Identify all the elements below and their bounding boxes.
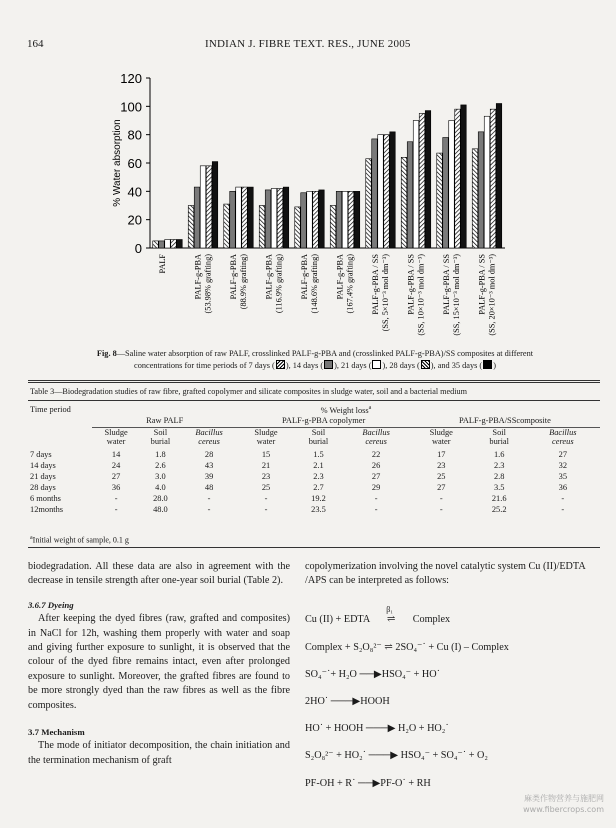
table-cell: 26	[371, 461, 381, 470]
subcol-header	[92, 428, 140, 447]
subcol-header	[295, 428, 343, 447]
x-category-label: (SS, 5×10⁻³ mol dm⁻³)	[380, 254, 390, 332]
x-category-label: (53.98% grafting)	[203, 254, 213, 314]
bar-28-days	[419, 113, 425, 248]
bar-14-days	[265, 190, 271, 248]
table-footnote	[30, 535, 129, 545]
bar-28-days	[455, 109, 461, 248]
bar-14-days	[194, 187, 200, 248]
subcol-header-line: Soil	[153, 428, 168, 437]
table-cell: 15	[261, 450, 271, 459]
bar-35-days	[496, 104, 502, 249]
subcol-header-line: Bacillus	[549, 428, 577, 437]
table-cell: 27	[371, 472, 381, 481]
subcol-header-line: Soil	[492, 428, 506, 437]
bar-28-days	[242, 187, 248, 248]
subcol-header	[526, 428, 600, 447]
x-category-label: (148.6% grafting)	[309, 254, 319, 314]
subcol-header	[237, 428, 294, 447]
bar-21-days	[413, 121, 419, 249]
eq1-constant: β₁	[386, 605, 394, 614]
table-row	[28, 450, 600, 461]
table-cell: 21.6	[491, 494, 507, 503]
table-cell: 28.0	[153, 494, 168, 503]
table-cell: 17	[437, 450, 446, 459]
equation-6	[305, 750, 488, 761]
subcol-header-line: Sludge	[104, 428, 128, 437]
group-composite: PALF-g-PBA/SScomposite	[410, 416, 600, 428]
bar-21-days	[449, 121, 455, 249]
table-top-rule-2	[28, 382, 600, 383]
group-raw-palf: Raw PALF	[92, 416, 237, 428]
x-category-label: PALF-g-PBA / SS	[370, 254, 380, 315]
bar-35-days	[319, 190, 325, 248]
watermark-line-1: 麻类作物营养与施肥网	[524, 794, 604, 803]
bar-14-days	[301, 193, 307, 248]
equation-5	[305, 723, 449, 734]
x-category-label: PALF-g-PBA / SS	[406, 254, 416, 315]
table-cell: 2.8	[493, 472, 505, 481]
paragraph-copolymerization: copolymerization involving the novel catalytic system Cu (II)/EDTA /APS can be interpreted as follows:	[305, 561, 586, 587]
weight-loss-sup: a	[368, 405, 372, 411]
table-top-rule-1	[28, 380, 600, 381]
table-cell: 25	[437, 472, 446, 481]
x-category-label: (SS, 15×10⁻³ mol dm⁻³)	[451, 254, 461, 336]
time-period-header: Time period	[30, 405, 71, 414]
table-cell: 28	[204, 450, 214, 459]
table-cell: 4.0	[155, 483, 166, 492]
subcol-header-line: Sludge	[429, 428, 453, 437]
subcol-header	[342, 428, 409, 447]
bar-7-days	[401, 157, 407, 248]
bar-35-days	[248, 187, 254, 248]
table-cell: 1.5	[313, 450, 324, 459]
table-cell: 23.5	[311, 505, 326, 514]
y-tick-label: 120	[120, 71, 142, 86]
left-column	[28, 560, 290, 768]
right-column	[305, 560, 595, 589]
subcol-header-line: cereus	[365, 437, 387, 446]
table-cell: 25	[261, 483, 271, 492]
x-category-label: (SS, 20×10⁻³ mol dm⁻³)	[487, 254, 497, 336]
x-category-label: PALF-g-PBA	[335, 254, 345, 300]
subheader-row	[28, 428, 600, 447]
eq4-arrow: ───▶	[330, 696, 361, 707]
x-category-label: (167.4% grafting)	[345, 254, 355, 314]
row-label: 6 months	[30, 494, 61, 503]
eq6-arrow: ───▶	[368, 750, 399, 761]
heading-mechanism: 3.7 Mechanism	[28, 727, 85, 738]
y-tick-label: 20	[127, 212, 142, 228]
bar-14-days	[336, 191, 342, 248]
row-label: 21 days	[30, 472, 56, 481]
eq7-left: PF-OH + R˙	[305, 778, 356, 789]
table-head-rule	[28, 400, 600, 401]
x-category-label: (88.9% grafting)	[238, 254, 248, 310]
bar-35-days	[354, 191, 360, 248]
bar-21-days	[378, 135, 384, 248]
paragraph-dyeing: After keeping the dyed fibres (raw, grafted and composites) in NaCl for 12h, washing them properly with water and soap and giving further exposure to sunlight, it is observed that the colour of the dyed fibre remains intact, even after prolonged exposure to sunlight. Moreover, the grafted fibres are found to be more strongly dyed than the raw fibres as well as the fibre composites.	[28, 613, 290, 711]
table-cell: 29	[371, 483, 381, 492]
subcol-header	[473, 428, 526, 447]
table-cell: -	[207, 505, 211, 514]
bar-21-days	[307, 191, 313, 248]
eq5-arrow: ───▶	[365, 723, 396, 734]
equation-3	[305, 669, 440, 680]
eq3-arrow: ──▶	[359, 669, 382, 680]
figure-caption	[30, 348, 600, 372]
subcol-header-line: Sludge	[254, 428, 278, 437]
paragraph-mechanism: The mode of initiator decomposition, the chain initiation and the termination mechanism of graft	[28, 740, 290, 766]
bar-7-days	[259, 206, 265, 249]
table-cell: 3.5	[493, 483, 505, 492]
x-category-label: (116.9% grafting)	[274, 254, 284, 314]
table-cell: 3.0	[155, 472, 166, 481]
subcol-header-line: burial	[308, 437, 329, 446]
bar-14-days	[230, 191, 236, 248]
bar-28-days	[384, 135, 390, 248]
subcol-header-line: water	[256, 437, 276, 446]
caption-text-2: concentrations for time periods of 7 days (	[134, 361, 275, 370]
x-category-label: PALF-g-PBA	[193, 254, 203, 300]
table-cell: 2.1	[313, 461, 324, 470]
legend-swatch-35days	[483, 360, 492, 369]
watermark-line-2: www.fibercrops.com	[523, 805, 604, 814]
legend-swatch-7days	[276, 360, 285, 369]
bar-35-days	[177, 240, 183, 249]
eq7-arrow: ──▶	[358, 778, 381, 789]
heading-dyeing: 3.6.7 Dyeing	[28, 599, 74, 610]
table-cell: 36	[111, 483, 121, 492]
eq6-right: HSO₄⁻ + SO₄⁻˙ + O₂	[400, 750, 488, 761]
subcol-header-line: water	[431, 437, 451, 446]
table-cell: 23	[261, 472, 271, 481]
subcol-header	[410, 428, 473, 447]
bar-28-days	[206, 166, 212, 248]
table-cell: 25.2	[491, 505, 507, 514]
table-cell: 1.8	[155, 450, 166, 459]
eq1-equilibrium-arrow: β₁ ⇌	[386, 605, 396, 625]
eq6-left: S₂O₈²⁻ + HO₂˙	[305, 750, 367, 761]
bar-14-days	[443, 138, 449, 249]
table-cell: -	[561, 494, 565, 503]
subcol-header-line: cereus	[198, 437, 220, 446]
table-cell: 2.3	[313, 472, 324, 481]
table-cell: -	[374, 494, 378, 503]
eq5-right: H₂O + HO₂˙	[397, 723, 449, 734]
caption-28: ), 28 days (	[382, 361, 420, 370]
eq5-left: HO˙ + HOOH	[305, 723, 364, 734]
biodegradation-table	[28, 405, 600, 516]
table-cell: 39	[204, 472, 214, 481]
table-row	[28, 461, 600, 472]
subcol-header-line: cereus	[552, 437, 574, 446]
bar-35-days	[461, 105, 467, 248]
caption-text-1: —Saline water absorption of raw PALF, crosslinked PALF-g-PBA and (crosslinked PALF-g-PBA)/SS composites at different	[116, 349, 534, 358]
subcol-header-line: water	[106, 437, 126, 446]
table-bottom-rule	[28, 547, 600, 548]
bar-21-days	[484, 116, 490, 248]
row-label: 12months	[30, 505, 64, 514]
table-cell: 27	[437, 483, 446, 492]
y-tick-label: 40	[127, 184, 142, 200]
bar-7-days	[437, 153, 443, 248]
y-axis-label: % Water absorption	[112, 119, 123, 207]
row-label: 14 days	[30, 461, 56, 470]
eq2-left: Complex + S₂O₈²⁻	[305, 642, 382, 653]
bar-28-days	[171, 240, 177, 249]
paragraph-biodegradation: biodegradation. All these data are also in agreement with the decrease in tensile strength after one-year soil burial (Table 2).	[28, 561, 290, 587]
table-title: Table 3—Biodegradation studies of raw fibre, grafted copolymer and silicate composites in sludge water, soil and a bacterial medium	[30, 387, 467, 396]
table-cell: 19.2	[311, 494, 326, 503]
table-cell: -	[439, 505, 443, 514]
bar-28-days	[277, 189, 283, 249]
subcol-header	[181, 428, 238, 447]
page-number: 164	[27, 38, 44, 50]
subcol-header-line: Soil	[311, 428, 326, 437]
table-cell: -	[264, 494, 268, 503]
watermark	[523, 793, 604, 815]
caption-end: )	[493, 361, 496, 370]
eq1-right: Complex	[412, 614, 451, 625]
bar-14-days	[407, 142, 413, 248]
bar-21-days	[165, 240, 171, 249]
weight-loss-header	[92, 405, 600, 416]
eq1-left: Cu (II) + EDTA	[305, 614, 370, 625]
bar-21-days	[236, 187, 242, 248]
bar-28-days	[313, 191, 319, 248]
table-cell: -	[114, 505, 118, 514]
weight-loss-text: % Weight loss	[320, 405, 369, 415]
bar-7-days	[366, 159, 372, 248]
bar-35-days	[425, 111, 431, 248]
table-cell: 27	[111, 472, 121, 481]
table-row	[28, 494, 600, 505]
table-cell: 14	[111, 450, 121, 459]
table-row	[28, 483, 600, 494]
caption-14: ), 14 days (	[285, 361, 324, 370]
footnote-sup: a	[30, 535, 33, 541]
bar-28-days	[490, 109, 496, 248]
y-tick-label: 100	[120, 99, 142, 115]
table-row	[28, 472, 600, 483]
table-cell: 27	[558, 450, 567, 459]
bar-7-days	[224, 204, 230, 248]
table-cell: 24	[111, 461, 121, 470]
table-cell: 48.0	[153, 505, 168, 514]
x-category-label: PALF-g-PBA / SS	[441, 254, 451, 315]
table-cell: 22	[371, 450, 381, 459]
caption-21: ), 21 days (	[334, 361, 372, 370]
x-category-label: PALF-g-PBA / SS	[477, 254, 487, 315]
bar-21-days	[342, 191, 348, 248]
eq3-left: SO₄⁻˙+ H₂O	[305, 669, 357, 680]
bar-7-days	[153, 241, 159, 248]
bar-7-days	[188, 206, 194, 249]
bar-35-days	[390, 132, 396, 248]
bar-7-days	[295, 207, 301, 248]
x-category-label: PALF	[157, 254, 167, 274]
subcol-header-line: Bacillus	[362, 428, 390, 437]
equation-2	[305, 642, 509, 653]
x-category-label: PALF-g-PBA	[264, 254, 274, 300]
caption-label: Fig. 8	[96, 349, 117, 358]
table-cell: -	[374, 505, 378, 514]
group-copolymer: PALF-g-PBA copolymer	[237, 416, 409, 428]
row-label: 7 days	[30, 450, 52, 459]
table-cell: -	[207, 494, 211, 503]
table-cell: 35	[558, 472, 567, 481]
caption-35: ), and 35 days (	[430, 361, 483, 370]
bar-21-days	[271, 189, 277, 249]
bar-28-days	[348, 191, 354, 248]
bar-14-days	[478, 132, 484, 248]
equation-4	[305, 696, 390, 707]
bar-7-days	[330, 206, 336, 249]
x-category-label: PALF-g-PBA	[228, 254, 238, 300]
journal-title: INDIAN J. FIBRE TEXT. RES., JUNE 2005	[205, 38, 411, 50]
legend-swatch-28days	[421, 360, 430, 369]
row-label: 28 days	[30, 483, 56, 492]
eq4-left: 2HO˙	[305, 696, 329, 707]
footnote-text: Initial weight of sample, 0.1 g	[32, 535, 129, 545]
table-cell: -	[114, 494, 118, 503]
y-tick-label: 0	[134, 241, 142, 256]
legend-swatch-14days	[324, 360, 333, 369]
legend-swatch-21days	[372, 360, 381, 369]
subcol-header-line: Bacillus	[195, 428, 223, 437]
table-cell: -	[439, 494, 443, 503]
eq4-right: HOOH	[360, 696, 390, 707]
table-cell: -	[264, 505, 268, 514]
bar-14-days	[372, 139, 378, 248]
bar-35-days	[283, 187, 289, 248]
x-category-label: (SS, 10×10⁻³ mol dm⁻³)	[416, 254, 426, 336]
table-cell: 21	[261, 461, 271, 470]
eq2-right: 2SO₄⁻˙ + Cu (I) – Complex	[395, 642, 509, 653]
table-cell: 36	[558, 483, 567, 492]
bar-35-days	[212, 162, 218, 248]
table-cell: 2.6	[155, 461, 166, 470]
subcol-header-line: burial	[489, 437, 509, 446]
table-cell: 43	[204, 461, 214, 470]
table-cell: 48	[204, 483, 214, 492]
table-cell: 23	[437, 461, 446, 470]
table-cell: 32	[558, 461, 567, 470]
subcol-header-line: burial	[150, 437, 171, 446]
bar-14-days	[159, 241, 165, 248]
bar-21-days	[200, 166, 206, 248]
equation-7	[305, 778, 431, 789]
water-absorption-chart	[95, 68, 515, 346]
x-category-label: PALF-g-PBA	[299, 254, 309, 300]
subcol-header	[140, 428, 180, 447]
table-cell: -	[561, 505, 565, 514]
table-cell: 2.3	[493, 461, 505, 470]
eq2-equilibrium-arrow: ⇌	[384, 642, 393, 653]
table-cell: 1.6	[493, 450, 505, 459]
y-tick-label: 60	[127, 156, 142, 171]
table-cell: 2.7	[313, 483, 324, 492]
equation-1	[305, 605, 451, 625]
table-row	[28, 505, 600, 516]
bar-7-days	[472, 149, 478, 248]
eq7-right: PF-O˙ + RH	[380, 778, 431, 789]
eq3-right: HSO₄⁻ + HO˙	[381, 669, 440, 680]
y-tick-label: 80	[127, 127, 142, 143]
